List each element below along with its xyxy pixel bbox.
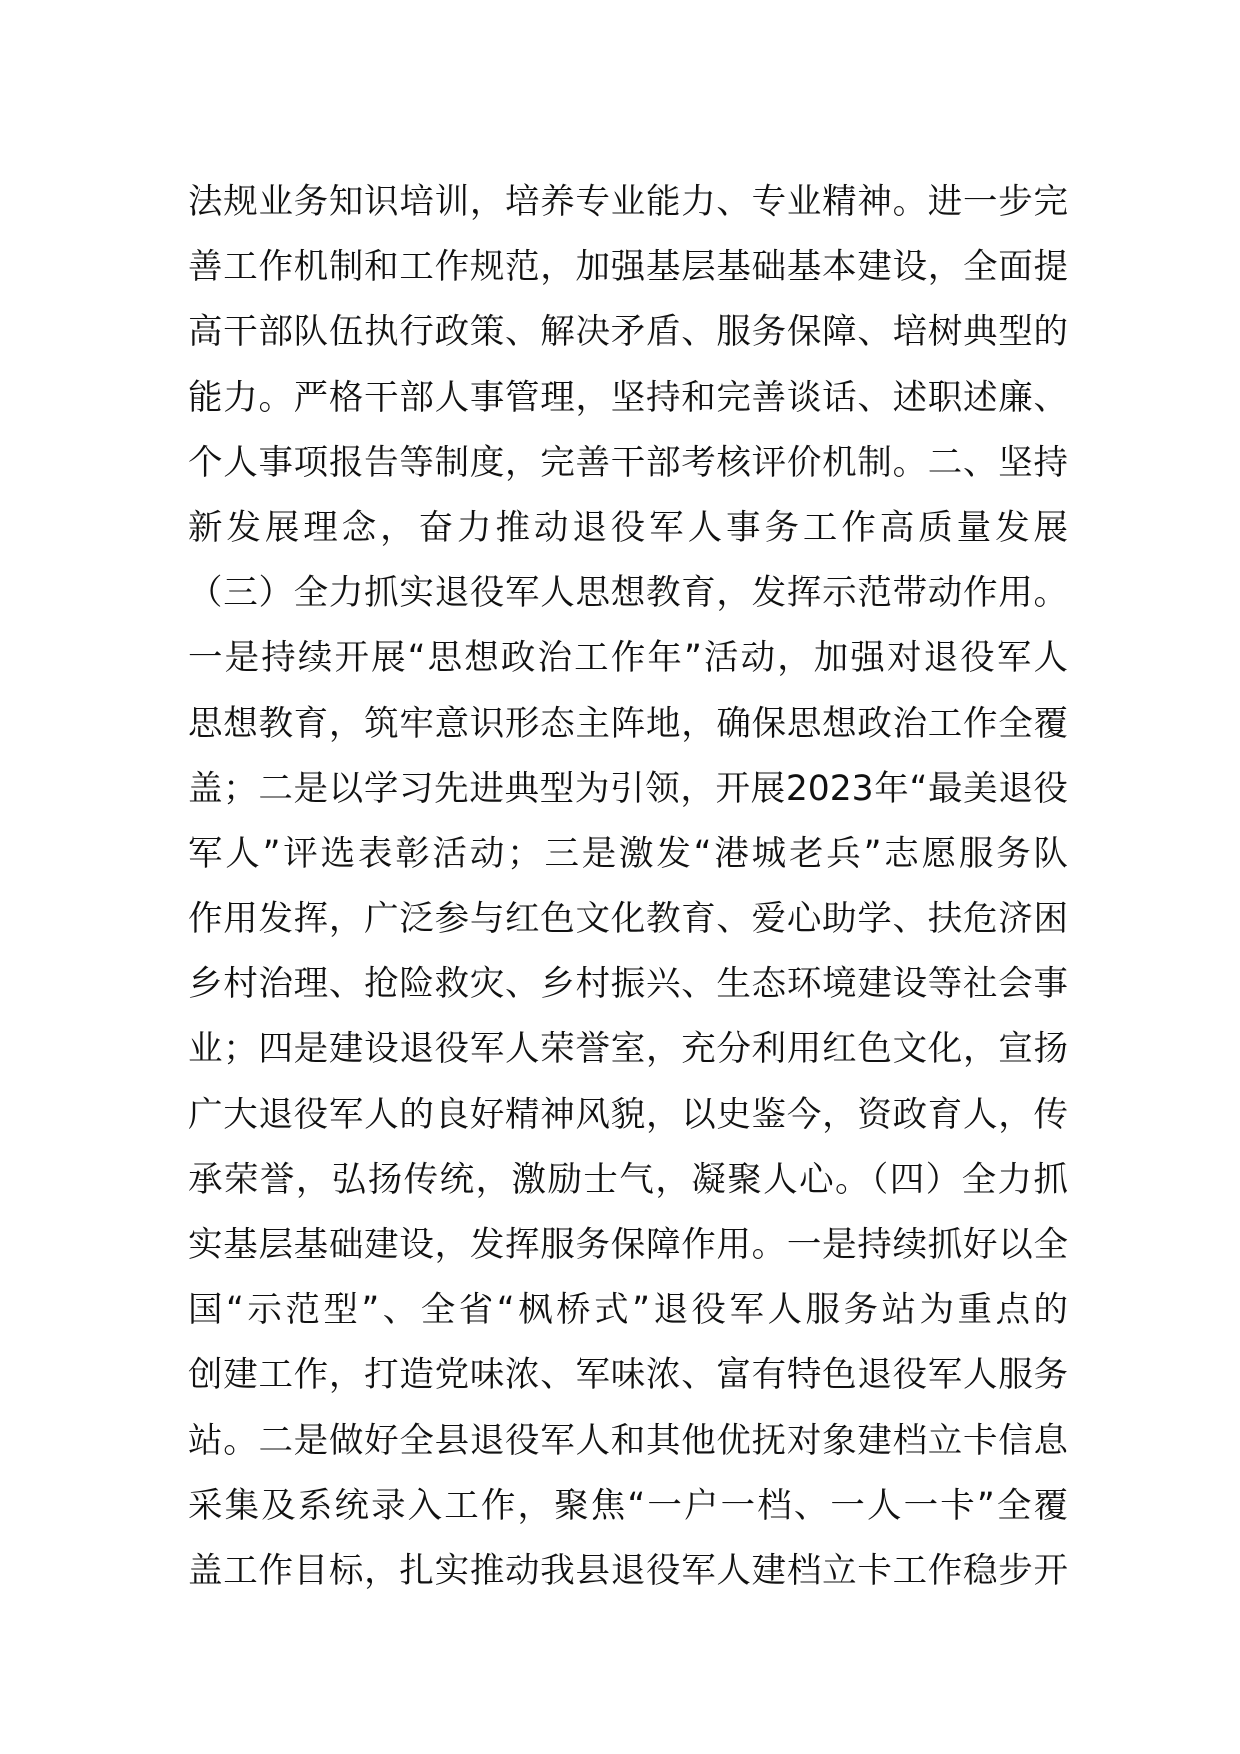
text-line: 业；四是建设退役军人荣誉室，充分利用红色文化，宣扬 (188, 1029, 1068, 1070)
text-line: 军人”评选表彰活动；三是激发“港城老兵”志愿服务队 (188, 833, 1068, 874)
text-line: 采集及系统录入工作，聚焦“一户一档、一人一卡”全覆 (188, 1485, 1068, 1526)
text-line: 乡村治理、抢险救灾、乡村振兴、生态环境建设等社会事 (188, 964, 1068, 1005)
text-line: 承荣誉，弘扬传统，激励士气，凝聚人心。（四）全力抓 (188, 1159, 1068, 1200)
text-line: 思想教育，筑牢意识形态主阵地，确保思想政治工作全覆 (188, 703, 1068, 744)
body-text (188, 170, 1068, 1604)
text-line: 盖；二是以学习先进典型为引领，开展2023年“最美退役 (188, 768, 1068, 809)
text-line: 国“示范型”、全省“枫桥式”退役军人服务站为重点的 (188, 1290, 1068, 1331)
text-line: 个人事项报告等制度，完善干部考核评价机制。二、坚持 (188, 442, 1068, 483)
text-line: 一是持续开展“思想政治工作年”活动，加强对退役军人 (188, 638, 1068, 679)
text-line: 能力。严格干部人事管理，坚持和完善谈话、述职述廉、 (188, 377, 1068, 418)
text-line: 广大退役军人的良好精神风貌，以史鉴今，资政育人，传 (188, 1094, 1068, 1135)
text-line: 高干部队伍执行政策、解决矛盾、服务保障、培树典型的 (188, 312, 1068, 353)
text-line: 实基层基础建设，发挥服务保障作用。一是持续抓好以全 (188, 1225, 1068, 1265)
text-line: 盖工作目标，扎实推动我县退役军人建档立卡工作稳步开 (188, 1550, 1068, 1591)
text-line: 新发展理念，奋力推动退役军人事务工作高质量发展 (188, 507, 1068, 548)
text-line: 法规业务知识培训，培养专业能力、专业精神。进一步完 (188, 182, 1068, 222)
text-line: 站。二是做好全县退役军人和其他优抚对象建档立卡信息 (188, 1420, 1068, 1461)
text-line: 善工作机制和工作规范，加强基层基础基本建设，全面提 (188, 247, 1068, 288)
text-line: （三）全力抓实退役军人思想教育，发挥示范带动作用。 (188, 573, 1068, 614)
text-line: 作用发挥，广泛参与红色文化教育、爱心助学、扶危济困 (188, 899, 1068, 940)
text-line: 创建工作，打造党味浓、军味浓、富有特色退役军人服务 (188, 1355, 1068, 1396)
